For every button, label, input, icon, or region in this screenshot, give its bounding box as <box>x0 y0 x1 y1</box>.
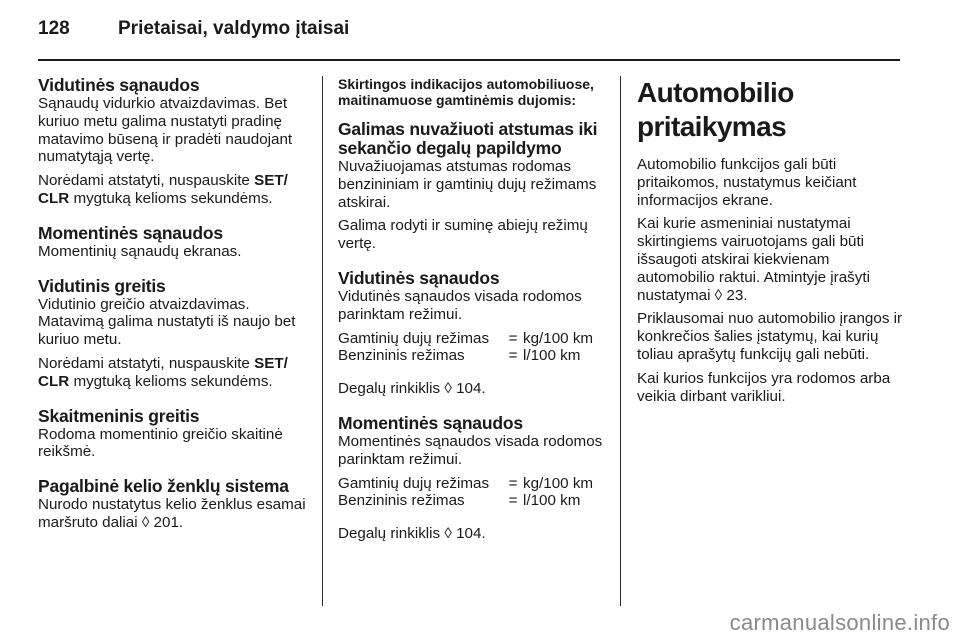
section-heading: Momentinės sąnaudos <box>338 412 523 433</box>
column-divider-2 <box>620 76 621 606</box>
section-heading: Pagalbinė kelio ženklų sistema <box>38 476 289 497</box>
column-middle <box>338 76 606 559</box>
section-heading: Skaitmeninis greitis <box>38 405 200 426</box>
set-clr-button-label: SET/ CLR <box>38 354 288 390</box>
column-right <box>637 76 903 411</box>
reset-text-post: mygtuką kelioms sekundėms. <box>69 189 273 207</box>
units-table <box>338 330 593 366</box>
chapter-title: Automobilio pritaikymas <box>637 77 794 142</box>
mode-cell: Gamtinių dujų režimas <box>338 474 490 492</box>
section-text: Sąnaudų vidurkio atvaizdavimas. Bet kuriuo metu galima nustatyti pradinę matavimo būseną ir pradėti naudojant numatytąją vertę. <box>38 95 293 166</box>
page-number: 128 <box>38 18 70 39</box>
section-text: Nurodo nustatytus kelio ženklus esamai maršruto daliai ◊ 201. <box>38 496 306 531</box>
reset-instruction <box>38 172 306 208</box>
page-title: Prietaisai, valdymo įtaisai <box>118 18 350 39</box>
mode-cell: Gamtinių dujų režimas <box>338 329 490 347</box>
section-heading: Momentinės sąnaudos <box>38 222 223 243</box>
mode-cell: Benzininis režimas <box>338 347 465 365</box>
reset-instruction <box>38 355 306 391</box>
table-row <box>338 492 593 510</box>
unit-cell: kg/100 km <box>523 329 594 347</box>
section-heading: Vidutinės sąnaudos <box>338 267 500 288</box>
equals-cell: = <box>508 329 518 347</box>
mode-cell: Benzininis režimas <box>338 492 465 510</box>
set-clr-button-label: SET/ CLR <box>38 172 288 207</box>
section-heading: Vidutinis greitis <box>38 275 166 296</box>
section-text: Kai kurios funkcijos yra rodomos arba veikia dirbant varikliui. <box>637 369 891 405</box>
table-row <box>338 330 593 348</box>
section-range <box>338 120 606 253</box>
table-row <box>338 475 593 493</box>
section-heading: Vidutinės sąnaudos <box>38 75 200 95</box>
reset-text-post: mygtuką kelioms sekundėms. <box>69 372 273 390</box>
unit-cell: kg/100 km <box>523 474 594 492</box>
table-row <box>338 347 593 365</box>
section-cng-average-consumption <box>338 269 606 398</box>
section-instant-consumption <box>38 224 306 261</box>
equals-cell: = <box>508 347 518 365</box>
section-text: Nuvažiuojamas atstumas rodomas benzininiam ir gamtinių dujų režimams atskirai. <box>338 158 597 211</box>
header-rule <box>38 59 900 61</box>
section-text: Automobilio funkcijos gali būti pritaikomos, nustatymus keičiant informacijos ekrane. <box>637 156 857 209</box>
section-text: Momentinės sąnaudos visada rodomos parinktam režimui. <box>338 432 603 468</box>
section-text: Momentinių sąnaudų ekranas. <box>38 242 242 260</box>
page-header <box>38 18 900 62</box>
section-text: Kai kurie asmeniniai nustatymai skirtingiems vairuotojams gali būti išsaugoti atskirai kiekvienam automobilio raktui. Atmintyje įrašyti nustatymai ◊ 23. <box>637 215 870 304</box>
watermark: carmanualsonline.info <box>729 610 950 635</box>
section-digital-speed <box>38 407 306 462</box>
section-average-consumption <box>38 76 306 208</box>
section-heading: Galimas nuvažiuoti atstumas iki sekančio degalų papildymo <box>338 119 598 158</box>
section-cng-instant-consumption <box>338 414 606 543</box>
cng-lead-heading: Skirtingos indikacijos automobiliuose, maitinamuose gamtinėmis dujomis: <box>338 76 594 108</box>
section-average-speed <box>38 277 306 391</box>
section-text: Rodoma momentinio greičio skaitinė reikšmė. <box>38 425 283 461</box>
column-divider-1 <box>322 76 323 606</box>
section-text: Vidutinės sąnaudos visada rodomos parinktam režimui. <box>338 287 582 323</box>
section-text: Priklausomai nuo automobilio įrangos ir konkrečios šalies įstatymų, kai kurių toliau aprašytų funkcijų gali nebūti. <box>637 310 903 363</box>
fuel-filler-reference: Degalų rinkiklis ◊ 104. <box>338 380 486 398</box>
units-table <box>338 475 593 511</box>
equals-cell: = <box>508 474 518 492</box>
column-left <box>38 76 306 548</box>
unit-cell: l/100 km <box>523 347 581 365</box>
equals-cell: = <box>508 492 518 510</box>
unit-cell: l/100 km <box>523 492 581 510</box>
reset-text-pre: Norėdami atstatyti, nuspauskite <box>38 354 255 372</box>
section-text: Vidutinio greičio atvaizdavimas. Matavimą galima nustatyti iš naujo bet kuriuo metu. <box>38 295 296 349</box>
reset-text-pre: Norėdami atstatyti, nuspauskite <box>38 172 255 190</box>
fuel-filler-reference: Degalų rinkiklis ◊ 104. <box>338 525 486 543</box>
section-traffic-sign-assistant <box>38 477 306 532</box>
section-text: Galima rodyti ir suminę abiejų režimų vertę. <box>338 217 588 253</box>
